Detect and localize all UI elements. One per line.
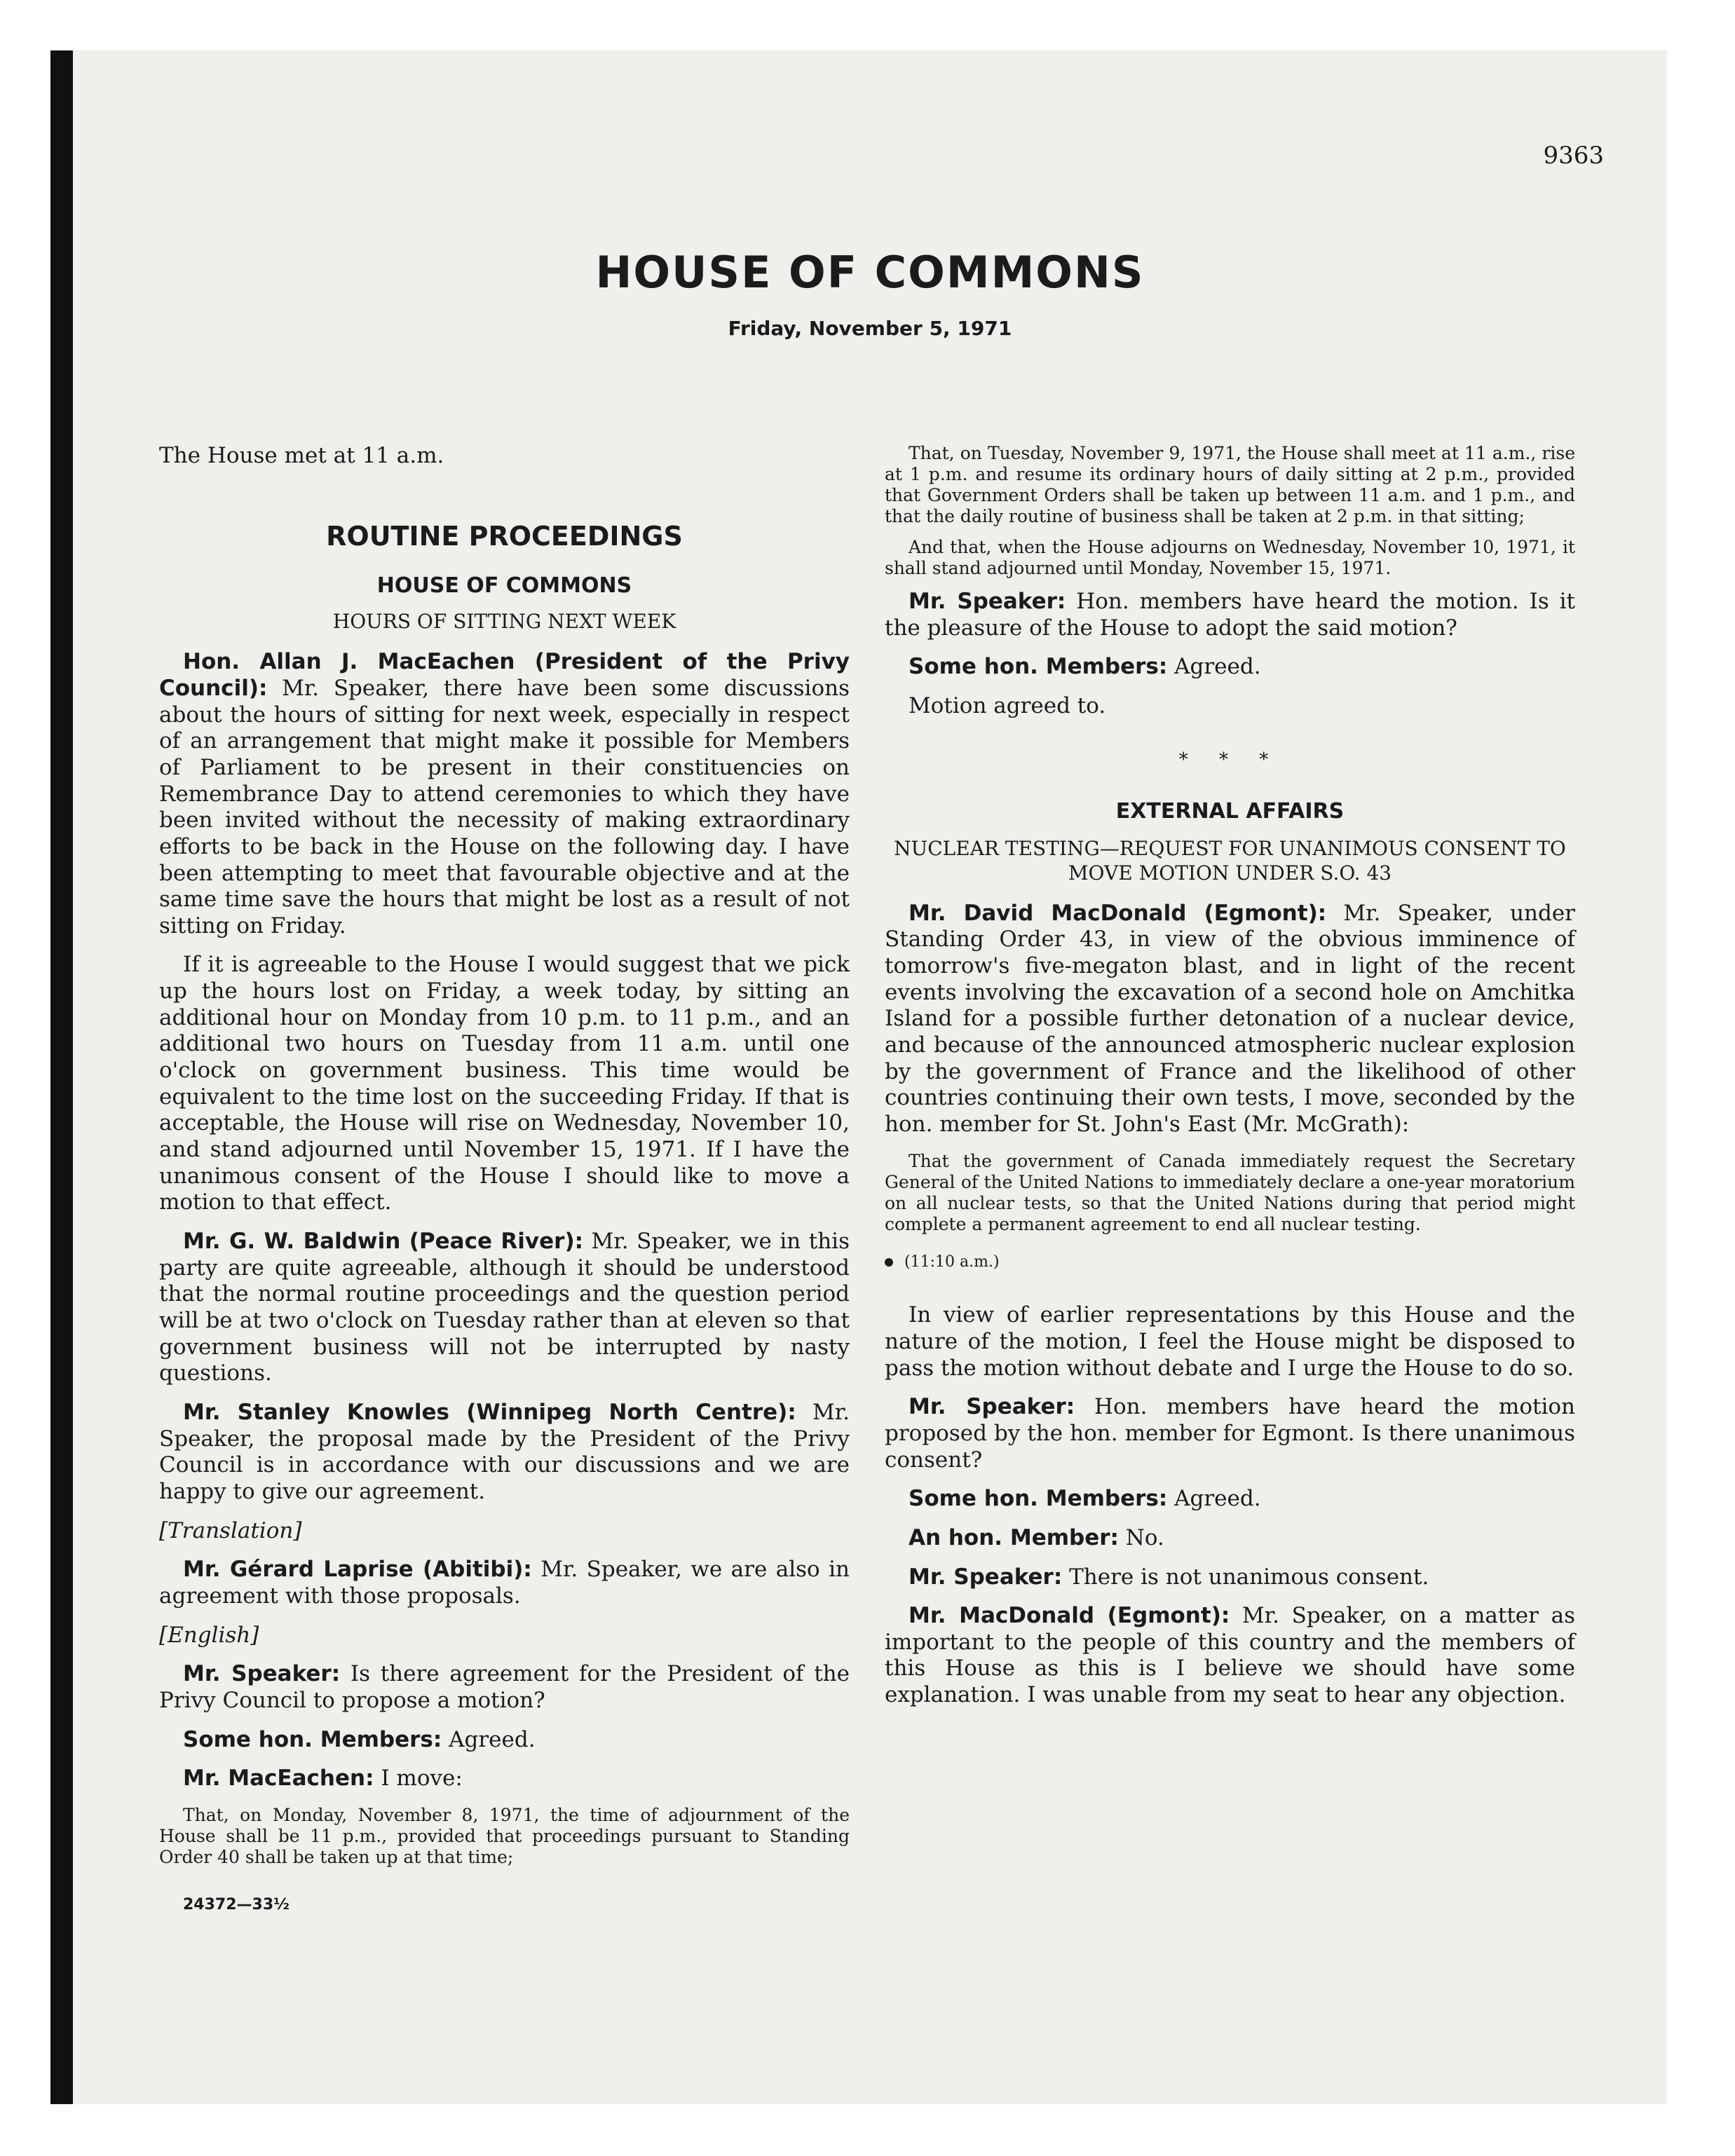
left-column: [159, 443, 850, 1915]
speaker-name: Mr. Speaker:: [909, 1394, 1075, 1420]
house-met-line: The House met at 11 a.m.: [159, 443, 444, 468]
speech-hon-member: [885, 1525, 1575, 1552]
speaker-name: Some hon. Members:: [183, 1726, 442, 1752]
speech-text: Agreed.: [1167, 654, 1261, 680]
speaker-name: Some hon. Members:: [909, 1486, 1168, 1512]
speech-baldwin: [159, 1229, 850, 1387]
page-title: HOUSE OF COMMONS: [595, 247, 1145, 298]
speaker-name: Hon. Allan J. MacEachen (President of the Privy Council):: [159, 649, 850, 701]
speaker-name: Some hon. Members:: [909, 654, 1168, 680]
speech-text: Hon. members have heard the motion. Is it the pleasure of the House to adopt the said motion?: [885, 589, 1576, 641]
speaker-name: Mr. G. W. Baldwin (Peace River):: [183, 1229, 584, 1255]
motion-text-wednesday: And that, when the House adjourns on Wednesday, November 10, 1971, it shall stand adjourned until Monday, November 15, 1971.: [885, 537, 1575, 578]
speech-macdonald: [885, 901, 1575, 1138]
hansard-page: [73, 50, 1667, 2104]
sitting-date: Friday, November 5, 1971: [728, 317, 1012, 340]
speaker-name: Mr. Speaker:: [183, 1661, 341, 1687]
speech-text: Mr. Speaker, there have been some discussions about the hours of sitting for next week, especially in respect of an arrangement that might make it possible for Members of Parliament to be present in their constituencies on Remembrance Day to attend ceremonies to which they have been invited without the necessity of making extraordinary efforts to be back in the House on the following day. I have been attempting to meet that favourable objective and at the same time save the hours that might be lost as a result of not sitting on Friday.: [159, 675, 850, 939]
speaker-name: Mr. MacEachen:: [183, 1766, 374, 1792]
speech-macdonald-continued: In view of earlier representations by this House and the nature of the motion, I feel the House might be disposed to pass the motion without debate and I urge the House to do so.: [885, 1302, 1575, 1381]
english-marker: [English]: [159, 1622, 259, 1648]
speech-text: There is not unanimous consent.: [1062, 1564, 1429, 1590]
speech-text: Agreed.: [1167, 1486, 1261, 1512]
speaker-name: Mr. MacDonald (Egmont):: [909, 1603, 1230, 1629]
motion-text-tuesday: That, on Tuesday, November 9, 1971, the House shall meet at 11 a.m., rise at 1 p.m. and resume its ordinary hours of daily sitting at 2 p.m., provided that Government Orders shall be taken up between 11 a.m. and 1 p.m., and that the daily routine of business shall be taken at 2 p.m. in that sitting;: [885, 443, 1575, 526]
scan-binding-edge: [50, 50, 73, 2104]
motion-text-nuclear: That the government of Canada immediately request the Secretary General of the United Nations to immediately declare a one-year moratorium on all nuclear tests, so that the United Nations during that period might complete a permanent agreement to end all nuclear testing.: [885, 1150, 1575, 1234]
topic-heading-nuclear: NUCLEAR TESTING—REQUEST FOR UNANIMOUS CONSENT TO MOVE MOTION UNDER S.O. 43: [894, 836, 1566, 885]
speech-members-2: [885, 654, 1575, 681]
speech-knowles: [159, 1400, 850, 1506]
section-heading-external: EXTERNAL AFFAIRS: [1115, 799, 1345, 824]
time-text: (11:10 a.m.): [904, 1253, 1000, 1271]
speech-text: No.: [1118, 1524, 1164, 1550]
speech-speaker-4: [885, 1564, 1575, 1591]
speech-text: Mr. Speaker, we in this party are quite agreeable, although it should be understood that the normal routine proceedings and the question period will be at two o'clock on Tuesday rather than at eleven so that government business will not be interrupted by nasty questions.: [159, 1229, 850, 1386]
speech-maceachen-move: [159, 1766, 850, 1792]
speaker-name: Mr. Speaker:: [909, 1564, 1063, 1590]
speech-members-1: [159, 1727, 850, 1754]
speech-text: I move:: [374, 1766, 463, 1792]
section-separator: * * *: [1178, 749, 1281, 770]
speech-text: Hon. members have heard the motion proposed by the hon. member for Egmont. Is there unanimous consent?: [885, 1394, 1575, 1473]
speech-text: Agreed.: [442, 1726, 536, 1752]
speech-text: Mr. Speaker, we are also in agreement with those proposals.: [159, 1557, 850, 1609]
speech-text: Mr. Speaker, under Standing Order 43, in view of the obvious imminence of tomorrow's five-megaton blast, and in light of the recent events involving the excavation of a second hole on Amchitka Island for a possible further detonation of a nuclear device, and because of the announced atmospheric nuclear explosion by the government of France and the likelihood of other countries continuing their own tests, I move, seconded by the hon. member for St. John's East (Mr. McGrath):: [885, 900, 1575, 1137]
footer-reference: 24372—33½: [183, 1895, 290, 1913]
topic-heading-hours: HOURS OF SITTING NEXT WEEK: [332, 610, 676, 634]
time-marker: [885, 1253, 1575, 1272]
speech-macdonald-2: [885, 1603, 1575, 1709]
speech-text: Mr. Speaker, on a matter as important to the people of this country and the members of this House as this is I believe we should have some explanation. I was unable from my seat to hear any objection.: [885, 1603, 1575, 1708]
speech-maceachen-continued: If it is agreeable to the House I would suggest that we pick up the hours lost on Friday, a week today, by sitting an additional hour on Monday from 10 p.m. to 11 p.m., and an additional two hours on Tuesday from 11 a.m. until one o'clock on government business. This time would be equivalent to the time lost on the succeeding Friday. If that is acceptable, the House will rise on Wednesday, November 10, and stand adjourned until November 15, 1971. If I have the unanimous consent of the House I should like to move a motion to that effect.: [159, 952, 850, 1215]
right-column: [885, 443, 1575, 1721]
speaker-name: Mr. Speaker:: [909, 589, 1066, 614]
motion-text-monday: That, on Monday, November 8, 1971, the time of adjournment of the House shall be 11 p.m., provided that proceedings pursuant to Standing Order 40 shall be taken up at that time;: [159, 1804, 850, 1867]
speech-maceachen: [159, 649, 850, 939]
section-heading-routine: ROUTINE PROCEEDINGS: [326, 520, 683, 552]
speaker-name: Mr. David MacDonald (Egmont):: [909, 900, 1327, 926]
speech-text: Is there agreement for the President of the Privy Council to propose a motion?: [159, 1661, 850, 1713]
speech-speaker-1: [159, 1661, 850, 1714]
speech-laprise: [159, 1557, 850, 1609]
speaker-name: An hon. Member:: [909, 1524, 1119, 1550]
translation-marker: [Translation]: [159, 1517, 302, 1543]
speech-members-3: [885, 1486, 1575, 1513]
motion-agreed-line: Motion agreed to.: [909, 692, 1106, 718]
speech-speaker-3: [885, 1394, 1575, 1473]
bullet-icon: [885, 1258, 893, 1267]
speech-text: Mr. Speaker, the proposal made by the President of the Privy Council is in accordance with our discussions and we are happy to give our agreement.: [159, 1399, 850, 1504]
speech-speaker-2: [885, 589, 1575, 641]
speaker-name: Mr. Gérard Laprise (Abitibi):: [183, 1557, 532, 1583]
speaker-name: Mr. Stanley Knowles (Winnipeg North Centre):: [183, 1399, 796, 1425]
subsection-heading-house: HOUSE OF COMMONS: [376, 573, 632, 598]
page-number: 9363: [1543, 142, 1604, 170]
